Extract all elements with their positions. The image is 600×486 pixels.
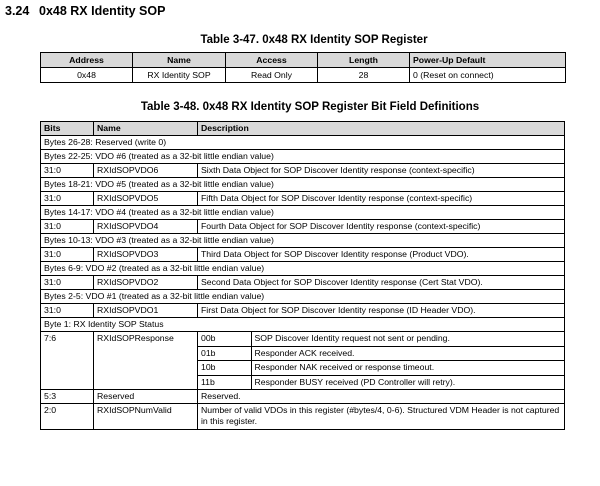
name-cell: RXIdSOPVDO1 [94,304,198,318]
bits-cell: 31:0 [41,164,94,178]
value-description: Responder NAK received or response timeout. [251,361,564,376]
header-address: Address [41,53,133,68]
bits-cell: 2:0 [41,404,94,430]
bits-cell: 31:0 [41,248,94,262]
name-cell: RXIdSOPVDO3 [94,248,198,262]
bits-cell: 31:0 [41,192,94,206]
cell-name: RX Identity SOP [133,68,226,83]
cell-access: Read Only [226,68,318,83]
group-label: Bytes 2-5: VDO #1 (treated as a 32-bit little endian value) [41,290,565,304]
value-description: Responder BUSY received (PD Controller will retry). [254,376,456,387]
name-cell: RXIdSOPVDO4 [94,220,198,234]
bit-field-table [40,121,565,430]
description-cell: Fifth Data Object for SOP Discover Identity response (context-specific) [198,192,565,206]
response-values-table [198,332,564,389]
header-bits: Bits [41,122,94,136]
header-name: Name [94,122,198,136]
description-cell: Second Data Object for SOP Discover Identity response (Cert Stat VDO). [198,276,565,290]
table1-caption: Table 3-47. 0x48 RX Identity SOP Register [200,34,428,46]
group-label: Bytes 26-28: Reserved (write 0) [41,136,565,150]
value-code: 10b [198,361,251,376]
register-summary-table [40,52,566,83]
cell-address: 0x48 [41,68,133,83]
name-cell: RXIdSOPVDO2 [94,276,198,290]
description-cell: Number of valid VDOs in this register (#bytes/4, 0-6). Structured VDM Header is not captured in this register. [198,404,565,430]
description-cell: First Data Object for SOP Discover Identity response (ID Header VDO). [198,304,565,318]
header-access: Access [226,53,318,68]
value-row [198,375,564,389]
bits-cell: 31:0 [41,276,94,290]
description-cell: Reserved. [198,390,565,404]
table2-caption: Table 3-48. 0x48 RX Identity SOP Register Bit Field Definitions [140,101,480,113]
group-row [41,178,565,192]
group-row [41,290,565,304]
cell-power-up-default: 0 (Reset on connect) [410,68,566,83]
value-row [198,361,564,376]
table-row [41,404,565,430]
header-description: Description [198,122,565,136]
name-cell: RXIdSOPResponse [94,332,198,390]
value-description: Responder ACK received. [251,346,564,361]
group-row [41,150,565,164]
group-label: Bytes 6-9: VDO #2 (treated as a 32-bit little endian value) [41,262,565,276]
table-row [41,220,565,234]
group-row [41,206,565,220]
table-row [41,164,565,178]
bits-cell: 31:0 [41,220,94,234]
group-row [41,234,565,248]
bits-cell: 31:0 [41,304,94,318]
section-number: 3.24 [5,4,30,18]
response-values-cell [198,332,565,390]
table-header-row [41,122,565,136]
bits-cell: 7:6 [41,332,94,390]
name-cell: RXIdSOPVDO5 [94,192,198,206]
description-cell: Sixth Data Object for SOP Discover Identity response (context-specific) [198,164,565,178]
name-cell: RXIdSOPNumValid [94,404,198,430]
table-row [41,68,566,83]
group-label: Bytes 14-17: VDO #4 (treated as a 32-bit little endian value) [41,206,565,220]
cell-length: 28 [318,68,410,83]
value-code: 00b [198,332,251,346]
description-cell: Fourth Data Object for SOP Discover Identity response (context-specific) [198,220,565,234]
group-row [41,262,565,276]
header-length: Length [318,53,410,68]
table-row [41,192,565,206]
table-row [41,332,565,390]
header-power-up-default: Power-Up Default [410,53,566,68]
section-title: 0x48 RX Identity SOP [39,4,166,18]
value-row [198,332,564,346]
group-label: Bytes 10-13: VDO #3 (treated as a 32-bit little endian value) [41,234,565,248]
table-header-row [41,53,566,68]
table-row [41,248,565,262]
value-code: 01b [198,346,251,361]
group-label: Byte 1: RX Identity SOP Status [41,318,565,332]
table-row [41,390,565,404]
name-cell: Reserved [94,390,198,404]
group-row [41,136,565,150]
group-row [41,318,565,332]
table-row [41,276,565,290]
table-row [41,304,565,318]
section-heading [5,4,165,18]
group-label: Bytes 22-25: VDO #6 (treated as a 32-bit little endian value) [41,150,565,164]
group-label: Bytes 18-21: VDO #5 (treated as a 32-bit little endian value) [41,178,565,192]
description-cell: Third Data Object for SOP Discover Identity response (Product VDO). [198,248,565,262]
name-cell: RXIdSOPVDO6 [94,164,198,178]
value-code: 11b [198,375,251,389]
bits-cell: 5:3 [41,390,94,404]
value-description: SOP Discover Identity request not sent or pending. [251,332,564,346]
value-row [198,346,564,361]
header-name: Name [133,53,226,68]
